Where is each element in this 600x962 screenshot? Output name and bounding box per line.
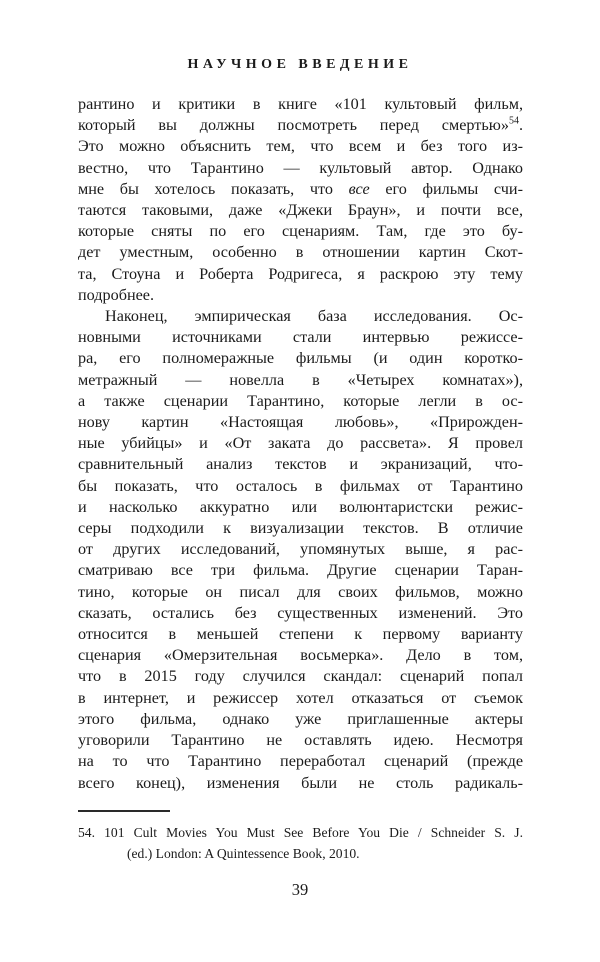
text-line: всего конец), изменения были не столь радикаль- (78, 773, 523, 792)
text-line: сказать, остались без существенных изменений. Это (78, 603, 523, 622)
text-line: новными источниками стали интервью режиссе- (78, 328, 523, 347)
text-line: подробнее. (78, 285, 155, 304)
line-text: который вы должны посмотреть перед смертью» (78, 116, 509, 135)
text-line: рантино и критики в книге «101 культовый фильм, (78, 95, 523, 113)
text-line: что в 2015 году случился скандал: сценарий попал (78, 667, 523, 686)
text-line: на то что Тарантино переработал сценарий (прежде (78, 752, 523, 771)
text-line: ра, его полномеражные фильмы (и один коротко- (78, 349, 523, 368)
line-text: его фильмы счи- (369, 179, 523, 198)
body-text (78, 94, 523, 794)
footnote-ref: 54 (508, 115, 519, 127)
text-line: нову картин «Настоящая любовь», «Прирожден- (78, 413, 523, 432)
text-line: от других исследований, упомянутых выше, я рас- (78, 540, 523, 559)
text-line: которые сняты по его сценариям. Там, где это бу- (78, 222, 523, 241)
text-line: сценария «Омерзительная восьмерка». Дело в том, (78, 646, 523, 665)
footnote-line: (ed.) London: A Quintessence Book, 2010. (127, 845, 360, 861)
running-head: НАУЧНОЕ ВВЕДЕНИЕ (187, 57, 413, 72)
text-line: ные убийцы» и «От заката до рассвета». Я провел (78, 434, 523, 453)
text-line (78, 179, 523, 200)
text-line: вестно, что Тарантино — культовый автор. Однако (78, 158, 523, 177)
text-line: а также сценарии Тарантино, которые легли в ос- (78, 391, 523, 410)
text-line: сматриваю все три фильма. Другие сценарии Таран- (78, 561, 523, 580)
text-line: Это можно объяснить тем, что всем и без того из- (78, 137, 523, 156)
line-text: мне бы хотелось показать, что (78, 179, 349, 198)
text-line: этого фильма, однако уже приглашенные актеры (78, 709, 523, 728)
text-line: та, Стоуна и Роберта Родригеса, я раскрою эту тему (78, 264, 523, 283)
text-line: метражный — новелла в «Четырех комнатах»), (78, 370, 523, 389)
footnote-line: 54. 101 Cult Movies You Must See Before You Die / Schneider S. J. (78, 825, 523, 840)
text-line: дет уместным, особенно в отношении картин Скот- (78, 243, 523, 262)
text-line: бы показать, что осталось в фильмах от Тарантино (78, 476, 523, 495)
text-line: уговорили Тарантино не оставлять идею. Несмотря (78, 731, 523, 750)
text-line: серы подходили к визуализации текстов. В отличие (78, 519, 523, 538)
text-line: Наконец, эмпирическая база исследования. Ос- (105, 307, 523, 326)
text-line: тино, которые он писал для своих фильмов, можно (78, 582, 523, 601)
text-line (78, 115, 523, 136)
text-line: сравнительный анализ текстов и экранизаций, что- (78, 455, 523, 474)
line-text: . (518, 116, 523, 135)
text-line: и насколько аккуратно или волюнтаристски режис- (78, 497, 523, 516)
text-line: в интернет, и режиссер хотел отказаться от съемок (78, 688, 523, 707)
text-line: относится в меньшей степени к первому варианту (78, 625, 523, 644)
page-number: 39 (291, 880, 309, 899)
footnote-divider (78, 810, 170, 812)
text-line: таются таковыми, даже «Джеки Браун», и почти все, (78, 201, 523, 220)
emphasized-text: все (348, 179, 370, 198)
footnote (78, 823, 523, 864)
